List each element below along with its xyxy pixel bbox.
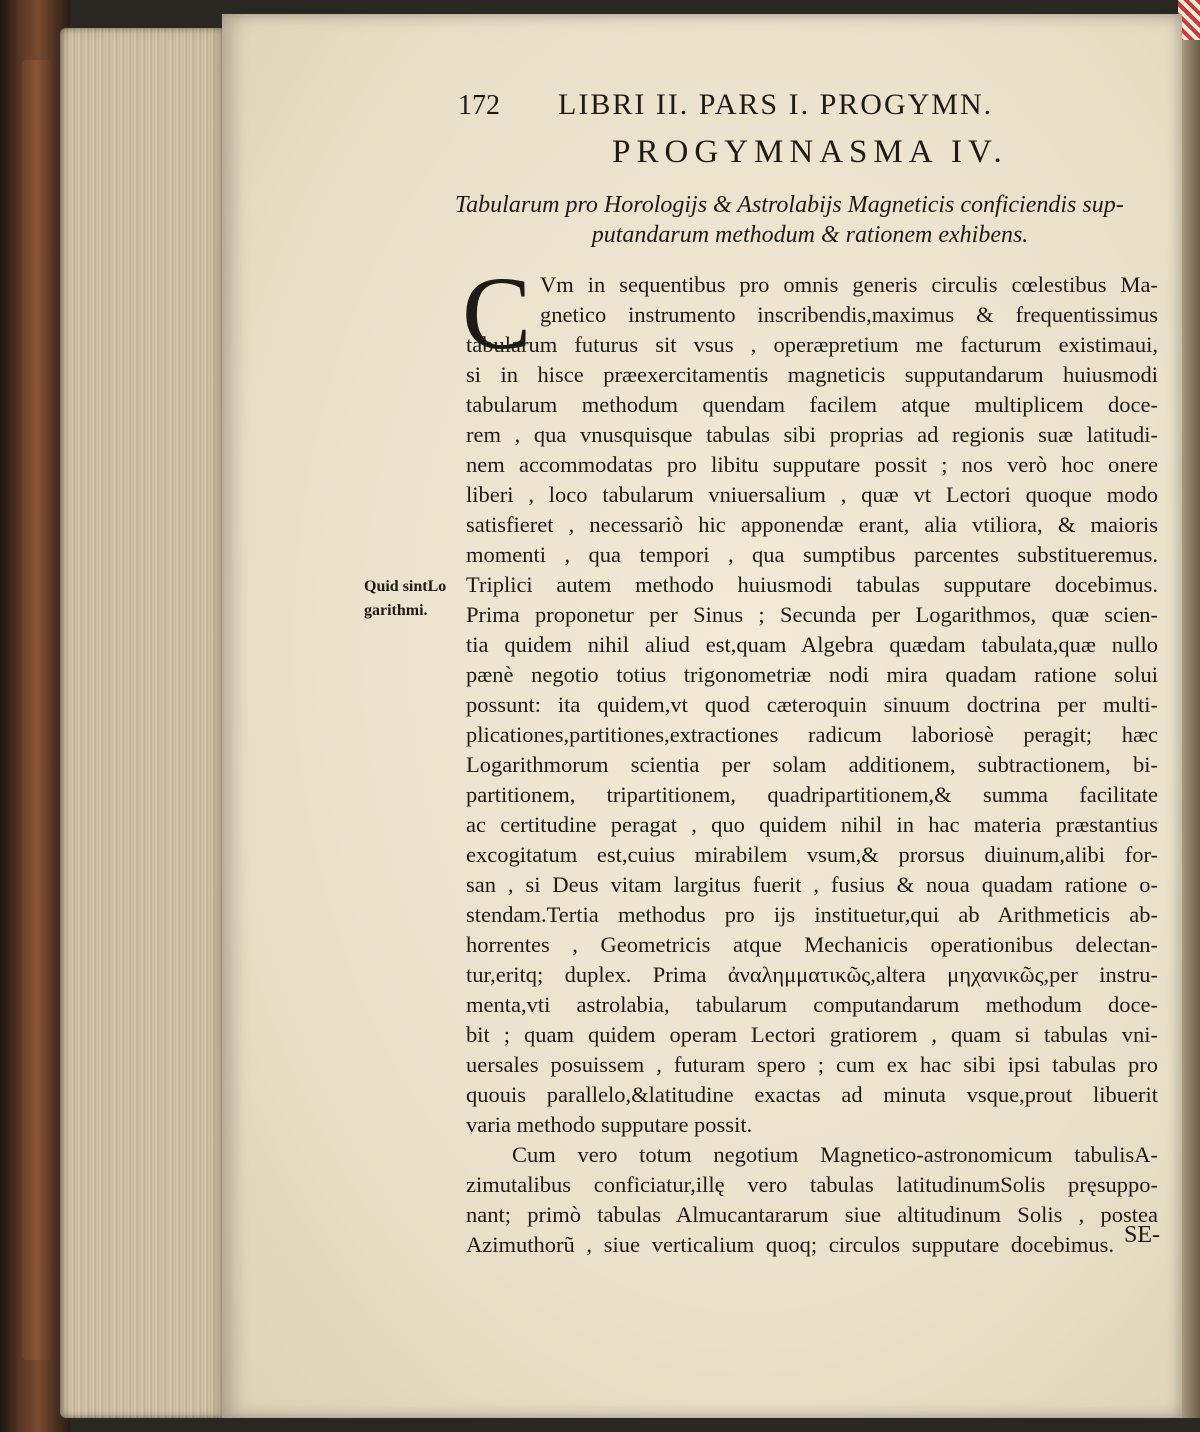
body-line: varia methodo supputare possit.: [466, 1112, 753, 1137]
body-line: possunt: ita quidem,vt quod cæteroquin sinuum doctrina per multi-: [466, 692, 1158, 717]
body-line: nant; primò tabulas Almucantararum siue altitudinum Solis , postea: [466, 1202, 1158, 1227]
subtitle-line: Tabularum pro Horologijs & Astrolabijs Magneticis conficiendis sup-: [455, 192, 1124, 218]
body-line: uersales posuissem , futuram spero ; cum ex hac sibi ipsi tabulas pro: [466, 1052, 1158, 1077]
margin-note: garithmi.: [364, 602, 428, 619]
body-line: si in hisce præexercitamentis magneticis supputandarum huiusmodi: [466, 362, 1158, 387]
body-line: quouis parallelo,&latitudine exactas ad minuta vsque,prout libuerit: [466, 1082, 1158, 1107]
subtitle-line: putandarum methodum & rationem exhibens.: [591, 222, 1029, 248]
body-line: Azimuthorũ , siue verticalium quoq; circulos supputare docebimus.: [466, 1232, 1114, 1257]
page-number: 172: [458, 90, 500, 121]
body-line: horrentes , Geometricis atque Mechanicis operationibus delectan-: [466, 932, 1158, 957]
body-line: stendam.Tertia methodus pro ijs instituetur,qui ab Arithmeticis ab-: [466, 902, 1158, 927]
chapter-heading: PROGYMNASMA IV.: [612, 134, 1008, 170]
body-line: ac certitudine peragat , quo quidem nihil in hac materia præstantius: [466, 812, 1158, 837]
drop-cap: C: [462, 256, 532, 371]
body-line: Cum vero totum negotium Magnetico-astronomicum tabulisA-: [512, 1142, 1158, 1167]
catchword: SE-: [1124, 1222, 1160, 1248]
body-line: zimutalibus conficiatur,illę vero tabulas latitudinumSolis pręsuppo-: [466, 1172, 1158, 1197]
body-line: gnetico instrumento inscribendis,maximus & frequentissimus: [540, 302, 1158, 327]
body-line: plicationes,partitiones,extractiones radicum laboriosè peragit; hæc: [466, 722, 1158, 747]
body-line: tur,eritq; duplex. Prima ἀναλημματικῶς,altera μηχανικῶς,per instru-: [466, 962, 1158, 987]
body-line: bit ; quam quidem operam Lectori gratiorem , quam si tabulas vni-: [466, 1022, 1158, 1047]
body-line: Vm in sequentibus pro omnis generis circulis cœlestibus Ma-: [540, 272, 1158, 297]
chapter-subtitle: [455, 190, 1165, 250]
running-head: [458, 88, 1158, 122]
body-line: pænè negotio totius trigonometriæ nodi mira quadam ratione solui: [466, 662, 1158, 687]
running-title: LIBRI II. PARS I. PROGYMN.: [558, 88, 994, 121]
body-line: Triplici autem methodo huiusmodi tabulas supputare docebimus.: [466, 572, 1158, 597]
body-line: Logarithmorum scientia per solam additionem, subtractionem, bi-: [466, 752, 1158, 777]
spine-leather: [22, 60, 52, 1360]
body-line: excogitatum est,cuius mirabilem vsum,& prorsus diuinum,alibi for-: [466, 842, 1158, 867]
facing-page-edge: [1182, 14, 1200, 1418]
body-line: momenti , qua tempori , qua sumptibus parcentes substitueremus.: [466, 542, 1158, 567]
body-line: rem , qua vnusquisque tabulas sibi proprias ad regionis suæ latitudi-: [466, 422, 1158, 447]
body-line: partitionem, tripartitionem, quadripartitionem,& summa facilitate: [466, 782, 1158, 807]
body-line: tia quidem nihil aliud est,quam Algebra quædam tabulata,quæ nullo: [466, 632, 1158, 657]
body-line: satisfieret , necessariò hic apponendæ erant, alia vtiliora, & maioris: [466, 512, 1158, 537]
body-line: Prima proponetur per Sinus ; Secunda per Logarithmos, quæ scien-: [466, 602, 1158, 627]
body-line: nem accommodatas pro libitu supputare possit ; nos verò hoc onere: [466, 452, 1158, 477]
body-line: menta,vti astrolabia, tabularum computandarum methodum doce-: [466, 992, 1158, 1017]
page-fore-edge: [60, 28, 225, 1418]
margin-note: Quid sintLo: [364, 578, 447, 595]
body-line: san , si Deus vitam largitus fuerit , fusius & noua quadam ratione o-: [466, 872, 1158, 897]
body-line: tabularum futurus sit vsus , operæpretium me facturum existimaui,: [466, 332, 1158, 357]
body-line: tabularum methodum quendam facilem atque multiplicem doce-: [466, 392, 1158, 417]
body-line: liberi , loco tabularum vniuersalium , quæ vt Lectori quoque modo: [466, 482, 1158, 507]
